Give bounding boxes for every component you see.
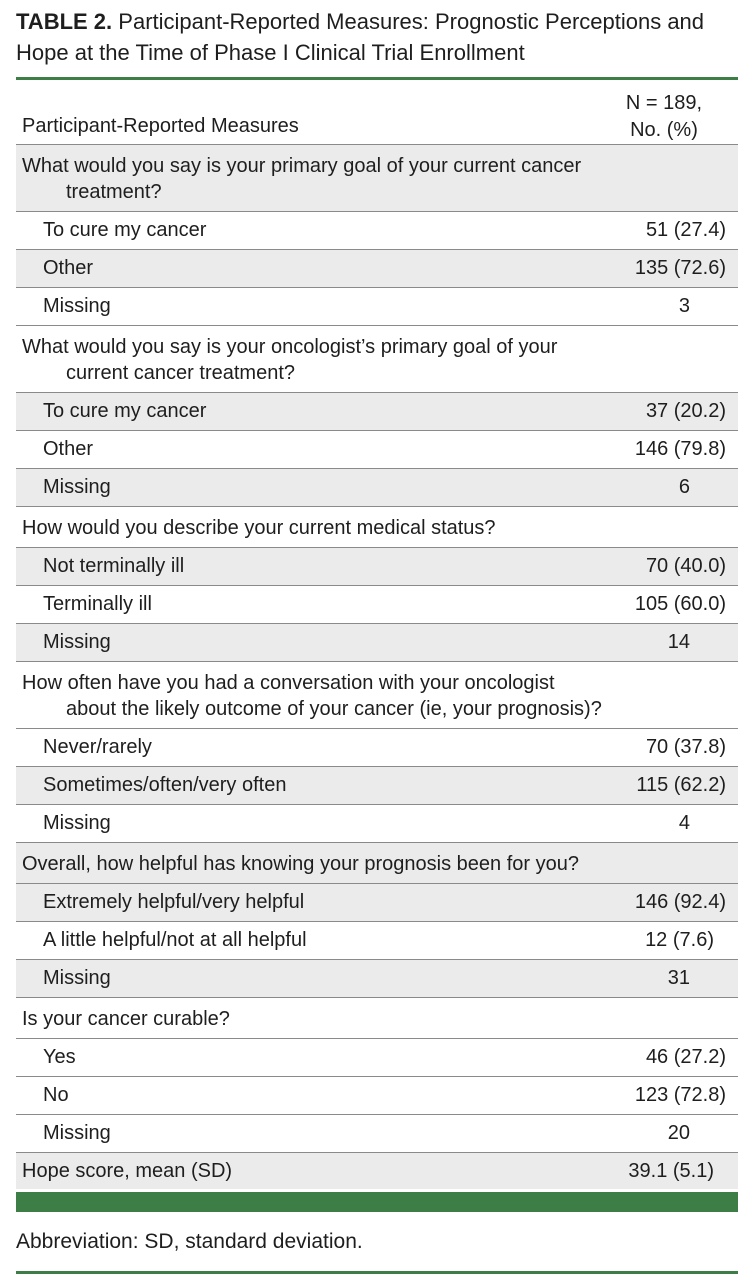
answer-value: 4 bbox=[678, 812, 690, 834]
answer-row bbox=[16, 469, 738, 507]
answer-label: Missing bbox=[43, 476, 111, 498]
header-measures: Participant-Reported Measures bbox=[22, 115, 299, 137]
answer-label: To cure my cancer bbox=[43, 219, 207, 241]
measures-table bbox=[16, 80, 738, 1189]
question-row: What would you say is your primary goal of your current cancer treatment? bbox=[16, 145, 738, 212]
question-row: Is your cancer curable? bbox=[16, 998, 738, 1039]
question-row: How would you describe your current medical status? bbox=[16, 507, 738, 548]
answer-label: Missing bbox=[43, 631, 111, 653]
answer-value: 37 (20.2) bbox=[645, 400, 726, 422]
answer-row bbox=[16, 212, 738, 250]
question-row: Overall, how helpful has knowing your prognosis been for you? bbox=[16, 843, 738, 884]
answer-value: 6 bbox=[678, 476, 690, 498]
answer-row bbox=[16, 1039, 738, 1077]
header-count bbox=[604, 90, 724, 144]
answer-label: Other bbox=[43, 257, 94, 279]
answer-row bbox=[16, 431, 738, 469]
answer-row bbox=[16, 288, 738, 326]
answer-label: Not terminally ill bbox=[43, 555, 185, 577]
table-title: Participant-Reported Measures: Prognostic Perceptions and Hope at the Time of Phase I Clinical Trial Enrollment bbox=[16, 9, 705, 65]
answer-row bbox=[16, 884, 738, 922]
answer-label: Missing bbox=[43, 295, 111, 317]
answer-value: 51 (27.4) bbox=[645, 219, 726, 241]
answer-label: Sometimes/often/very often bbox=[43, 774, 287, 796]
answer-row bbox=[16, 393, 738, 431]
footnote: Abbreviation: SD, standard deviation. bbox=[16, 1230, 363, 1253]
answer-label: A little helpful/not at all helpful bbox=[43, 929, 307, 951]
answer-value: 105 (60.0) bbox=[634, 593, 726, 615]
answer-row bbox=[16, 250, 738, 288]
table-caption bbox=[16, 6, 741, 68]
answer-label: Never/rarely bbox=[43, 736, 152, 758]
answer-row bbox=[16, 586, 738, 624]
answer-label: To cure my cancer bbox=[43, 400, 207, 422]
answer-label: Other bbox=[43, 438, 94, 460]
header-count-line1: N = 189, bbox=[625, 92, 703, 114]
hope-score-label: Hope score, mean (SD) bbox=[22, 1159, 233, 1182]
answer-value: 3 bbox=[678, 295, 690, 317]
table-label: TABLE 2. bbox=[16, 9, 113, 34]
hope-score-row bbox=[16, 1153, 738, 1189]
answer-label: Missing bbox=[43, 812, 111, 834]
answer-row bbox=[16, 548, 738, 586]
answer-row bbox=[16, 1077, 738, 1115]
answer-label: Extremely helpful/very helpful bbox=[43, 891, 305, 913]
answer-row bbox=[16, 960, 738, 998]
answer-row bbox=[16, 1115, 738, 1153]
answer-value: 20 bbox=[667, 1122, 690, 1144]
question-row: What would you say is your oncologist’s primary goal of your current cancer treatment? bbox=[16, 326, 738, 393]
answer-label: Terminally ill bbox=[43, 593, 152, 615]
answer-row bbox=[16, 805, 738, 843]
answer-value: 14 bbox=[667, 631, 690, 653]
answer-row bbox=[16, 729, 738, 767]
bottom-rule bbox=[16, 1271, 738, 1274]
table-header bbox=[16, 80, 738, 145]
question-row: How often have you had a conversation with your oncologist about the likely outcome of your cancer (ie, your prognosis)? bbox=[16, 662, 738, 729]
answer-value: 31 bbox=[667, 967, 690, 989]
answer-value: 70 (40.0) bbox=[645, 555, 726, 577]
answer-value: 115 (62.2) bbox=[636, 774, 726, 796]
answer-row bbox=[16, 767, 738, 805]
answer-label: No bbox=[43, 1084, 69, 1106]
answer-value: 70 (37.8) bbox=[645, 736, 726, 758]
answer-value: 146 (92.4) bbox=[634, 891, 726, 913]
answer-label: Yes bbox=[43, 1046, 76, 1068]
answer-label: Missing bbox=[43, 967, 111, 989]
hope-score-value: 39.1 (5.1) bbox=[628, 1159, 714, 1182]
answer-value: 12 (7.6) bbox=[645, 929, 714, 951]
answer-value: 46 (27.2) bbox=[645, 1046, 726, 1068]
answer-row bbox=[16, 624, 738, 662]
answer-value: 135 (72.6) bbox=[634, 257, 726, 279]
answer-label: Missing bbox=[43, 1122, 111, 1144]
answer-value: 146 (79.8) bbox=[634, 438, 726, 460]
answer-row bbox=[16, 922, 738, 960]
header-count-line2: No. (%) bbox=[630, 119, 698, 141]
answer-value: 123 (72.8) bbox=[634, 1084, 726, 1106]
table-bottom-bar bbox=[16, 1192, 738, 1212]
